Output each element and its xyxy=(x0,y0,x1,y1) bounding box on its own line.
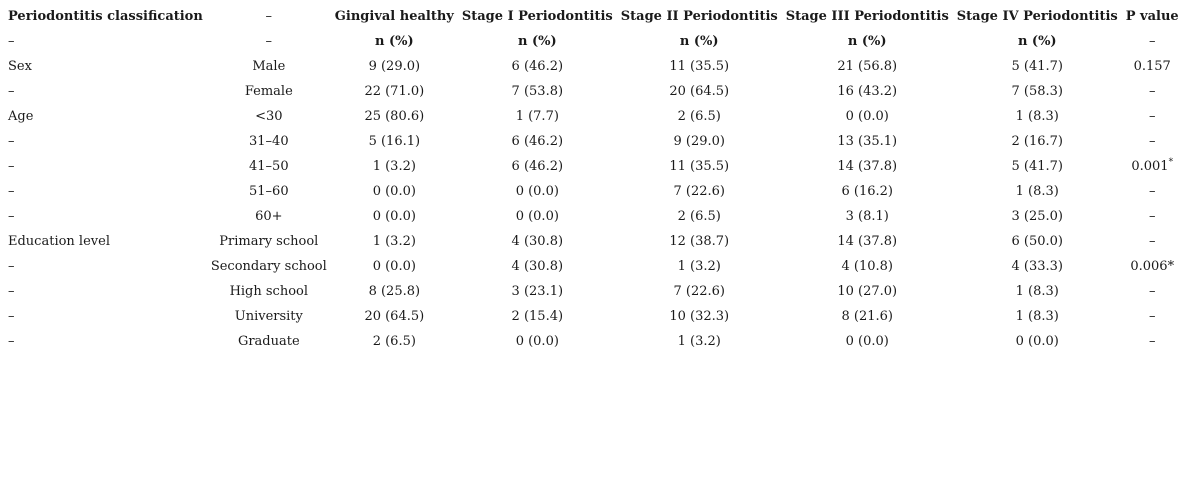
row-group-cell: – xyxy=(8,259,15,274)
count-cell: 10 (27.0) xyxy=(837,284,898,299)
footnote-mark: * xyxy=(1168,157,1174,168)
count-cell: 3 (25.0) xyxy=(1011,209,1063,224)
count-cell: 1 (8.3) xyxy=(1015,184,1059,199)
table-row xyxy=(4,179,1183,204)
row-group-cell: – xyxy=(8,209,15,224)
row-label-cell: 31–40 xyxy=(249,134,289,149)
count-cell: 1 (3.2) xyxy=(372,234,416,249)
count-cell: 1 (8.3) xyxy=(1015,284,1059,299)
count-cell: 14 (37.8) xyxy=(837,159,898,174)
count-cell: 1 (3.2) xyxy=(372,159,416,174)
subheader-cell: n (%) xyxy=(1017,34,1057,49)
subheader-cell: n (%) xyxy=(847,34,887,49)
table-row xyxy=(4,229,1183,254)
header-row xyxy=(4,4,1183,29)
count-cell: 0 (0.0) xyxy=(515,334,559,349)
table-row xyxy=(4,129,1183,154)
count-cell: 3 (23.1) xyxy=(511,284,564,299)
table-row xyxy=(4,79,1183,104)
count-cell: 4 (33.3) xyxy=(1011,259,1063,274)
row-group-cell: – xyxy=(8,309,15,324)
header-cell: Stage II Periodontitis xyxy=(620,9,778,24)
count-cell: 0 (0.0) xyxy=(372,259,416,274)
count-cell: 9 (29.0) xyxy=(368,59,421,74)
header-cell: – xyxy=(265,9,273,24)
count-cell: 0 (0.0) xyxy=(515,184,559,199)
count-cell: 1 (3.2) xyxy=(677,334,721,349)
row-label-cell: Male xyxy=(252,59,286,74)
count-cell: 6 (46.2) xyxy=(511,159,564,174)
header-cell: Gingival healthy xyxy=(334,9,454,24)
row-label-cell: Graduate xyxy=(237,334,300,349)
count-cell: 7 (22.6) xyxy=(673,284,725,299)
subheader-cell: n (%) xyxy=(517,34,557,49)
header-cell: Periodontitis classification xyxy=(8,9,203,24)
count-cell: 20 (64.5) xyxy=(364,309,425,324)
row-label-cell: 51–60 xyxy=(249,184,289,199)
table-row xyxy=(4,254,1183,279)
count-cell: 2 (6.5) xyxy=(677,209,721,224)
count-cell: 16 (43.2) xyxy=(837,84,898,99)
count-cell: 7 (53.8) xyxy=(511,84,564,99)
count-cell: 11 (35.5) xyxy=(669,59,730,74)
count-cell: 5 (41.7) xyxy=(1011,159,1063,174)
header-cell: Stage I Periodontitis xyxy=(461,9,613,24)
row-label-cell: Secondary school xyxy=(210,259,327,274)
subheader-row xyxy=(4,29,1183,54)
table-row xyxy=(4,54,1183,79)
count-cell: 14 (37.8) xyxy=(837,234,898,249)
count-cell: 1 (3.2) xyxy=(677,259,721,274)
row-label-cell: High school xyxy=(229,284,309,299)
row-label-cell: Female xyxy=(244,84,293,99)
count-cell: 10 (32.3) xyxy=(669,309,730,324)
count-cell: 5 (41.7) xyxy=(1011,59,1063,74)
p-value-cell: 0.157 xyxy=(1133,59,1171,74)
row-label-cell: Primary school xyxy=(219,234,319,249)
count-cell: 13 (35.1) xyxy=(837,134,898,149)
table-row xyxy=(4,304,1183,329)
table-row xyxy=(4,204,1183,229)
p-value-cell: – xyxy=(1148,209,1156,224)
count-cell: 8 (21.6) xyxy=(841,309,893,324)
count-cell: 7 (58.3) xyxy=(1011,84,1063,99)
row-group-cell: – xyxy=(8,134,15,149)
count-cell: 0 (0.0) xyxy=(845,109,889,124)
p-value-cell: – xyxy=(1148,84,1156,99)
count-cell: 4 (30.8) xyxy=(511,259,564,274)
subheader-cell: n (%) xyxy=(679,34,719,49)
count-cell: 6 (46.2) xyxy=(511,59,564,74)
count-cell: 0 (0.0) xyxy=(845,334,889,349)
count-cell: 6 (46.2) xyxy=(511,134,564,149)
table-row xyxy=(4,104,1183,129)
count-cell: 0 (0.0) xyxy=(372,184,416,199)
count-cell: 20 (64.5) xyxy=(669,84,730,99)
row-label-cell: <30 xyxy=(255,109,283,124)
count-cell: 7 (22.6) xyxy=(673,184,725,199)
header-cell: Stage IV Periodontitis xyxy=(956,9,1118,24)
count-cell: 6 (50.0) xyxy=(1011,234,1063,249)
count-cell: 2 (6.5) xyxy=(677,109,721,124)
count-cell: 4 (10.8) xyxy=(841,259,893,274)
p-value-cell: – xyxy=(1148,284,1156,299)
p-value-cell: – xyxy=(1148,334,1156,349)
p-value-cell: 0.006* xyxy=(1130,259,1175,274)
table-body xyxy=(4,54,1183,354)
p-value-cell: – xyxy=(1148,234,1156,249)
count-cell: 22 (71.0) xyxy=(364,84,425,99)
count-cell: 2 (6.5) xyxy=(372,334,416,349)
count-cell: 2 (16.7) xyxy=(1011,134,1063,149)
header-cell: P value xyxy=(1125,9,1179,24)
count-cell: 6 (16.2) xyxy=(841,184,893,199)
row-group-cell: – xyxy=(8,184,15,199)
p-value-cell: – xyxy=(1148,309,1156,324)
subheader-cell: – xyxy=(8,34,15,49)
count-cell: 9 (29.0) xyxy=(673,134,725,149)
subheader-cell: – xyxy=(1148,34,1156,49)
row-label-cell: 60+ xyxy=(255,209,283,224)
count-cell: 0 (0.0) xyxy=(515,209,559,224)
count-cell: 3 (8.1) xyxy=(845,209,889,224)
p-value-cell: – xyxy=(1148,109,1156,124)
header-cell: Stage III Periodontitis xyxy=(785,9,949,24)
count-cell: 12 (38.7) xyxy=(669,234,730,249)
p-value-cell: – xyxy=(1148,184,1156,199)
row-group-cell: – xyxy=(8,284,15,299)
row-label-cell: 41–50 xyxy=(249,159,289,174)
count-cell: 1 (7.7) xyxy=(515,109,559,124)
count-cell: 0 (0.0) xyxy=(372,209,416,224)
row-group-cell: – xyxy=(8,84,15,99)
count-cell: 1 (8.3) xyxy=(1015,309,1059,324)
row-label-cell: University xyxy=(234,309,303,324)
count-cell: 11 (35.5) xyxy=(669,159,730,174)
row-group-cell: Age xyxy=(8,109,34,124)
row-group-cell: – xyxy=(8,334,15,349)
count-cell: 25 (80.6) xyxy=(364,109,425,124)
p-value-cell: – xyxy=(1148,134,1156,149)
table-row xyxy=(4,279,1183,304)
periodontitis-table xyxy=(4,4,1183,354)
count-cell: 1 (8.3) xyxy=(1015,109,1059,124)
p-value-cell: 0.001* xyxy=(1131,157,1174,174)
row-group-cell: – xyxy=(8,159,15,174)
table-row xyxy=(4,154,1183,179)
row-group-cell: Education level xyxy=(8,234,110,249)
count-cell: 2 (15.4) xyxy=(511,309,564,324)
count-cell: 8 (25.8) xyxy=(368,284,421,299)
subheader-cell: – xyxy=(265,34,273,49)
table-row xyxy=(4,329,1183,354)
count-cell: 21 (56.8) xyxy=(837,59,898,74)
count-cell: 0 (0.0) xyxy=(1015,334,1059,349)
row-group-cell: Sex xyxy=(8,59,32,74)
subheader-cell: n (%) xyxy=(375,34,414,49)
count-cell: 4 (30.8) xyxy=(511,234,564,249)
count-cell: 5 (16.1) xyxy=(368,134,421,149)
